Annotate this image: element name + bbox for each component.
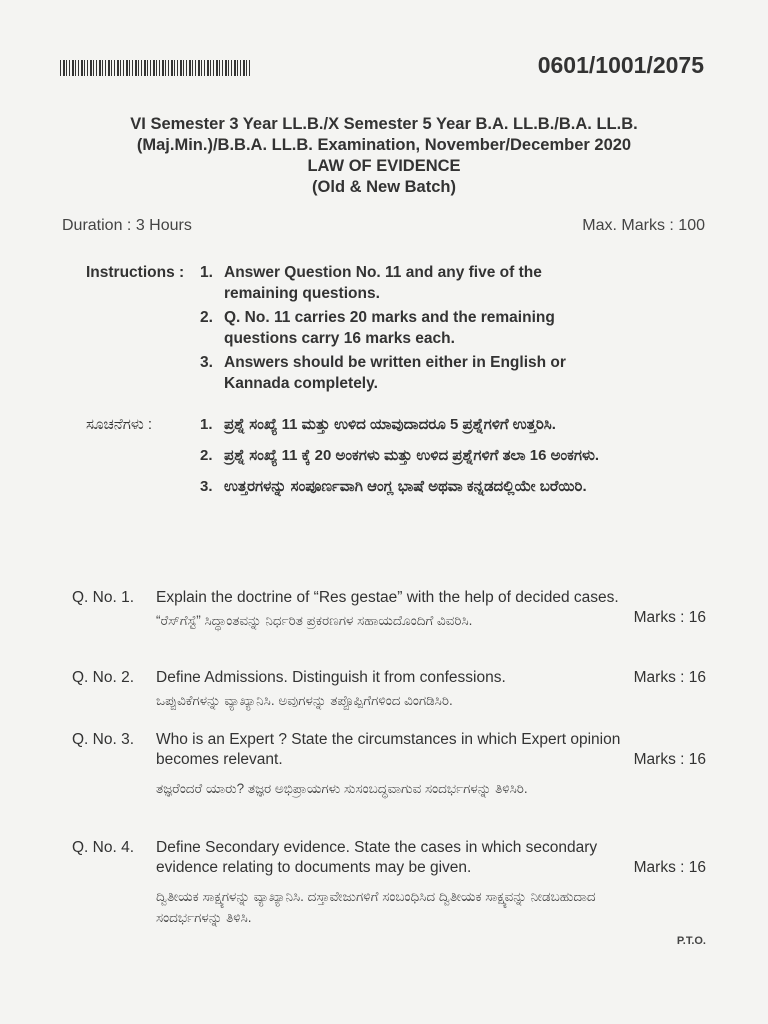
question-marks: Marks : 16 [633, 669, 706, 686]
question-text: Explain the doctrine of “Res gestae” with the help of decided cases. [156, 589, 619, 606]
question-number: Q. No. 3. [72, 731, 135, 748]
paper-code: 0601/1001/2075 [537, 52, 704, 78]
header-subject: LAW OF EVIDENCE [307, 157, 461, 175]
question-text-kannada: ದ್ವಿತೀಯಕ ಸಾಕ್ಷ್ಯಗಳನ್ನು ವ್ಯಾಖ್ಯಾನಿಸಿ. ದಸ್ತಾವೇಜುಗಳಿಗೆ ಸಂಬಂಧಿಸಿದ ದ್ವಿತೀಯಕ ಸಾಕ್ಷ್ಯವನ್ನು ನೀಡಬಹುದಾದ ಸಂದರ್ಭಗಳನ್ನು ತಿಳಿಸಿ. [156, 889, 596, 925]
question-text: Who is an Expert ? State the circumstances in which Expert opinion becomes relevant. [156, 731, 621, 768]
instruction-item: 3. Answers should be written either in English or Kannada completely. [200, 354, 566, 392]
instructions-label: Instructions : [86, 264, 185, 281]
kannada-instruction-item: 3. ಉತ್ತರಗಳನ್ನು ಸಂಪೂರ್ಣವಾಗಿ ಆಂಗ್ಲ ಭಾಷೆ ಅಥವಾ ಕನ್ನಡದಲ್ಲಿಯೇ ಬರೆಯಿರಿ. [200, 478, 587, 495]
duration: Duration : 3 Hours [62, 217, 192, 234]
question-text: Define Secondary evidence. State the cases in which secondary evidence relating to documents may be given. [156, 839, 598, 876]
kannada-instruction-item: 2. ಪ್ರಶ್ನೆ ಸಂಖ್ಯೆ 11 ಕ್ಕೆ 20 ಅಂಕಗಳು ಮತ್ತು ಉಳಿದ ಪ್ರಶ್ನೆಗಳಿಗೆ ತಲಾ 16 ಅಂಕಗಳು. [200, 447, 600, 464]
question-marks: Marks : 16 [633, 859, 706, 876]
question-marks: Marks : 16 [633, 609, 706, 626]
header-batch: (Old & New Batch) [312, 178, 456, 196]
kannada-instructions-list [200, 414, 620, 507]
question-body [156, 838, 624, 928]
exam-header [0, 114, 768, 198]
question-text-kannada: ತಜ್ಞರೆಂದರೆ ಯಾರು? ತಜ್ಞರ ಅಭಿಪ್ರಾಯಗಳು ಸುಸಂಬದ್ಧವಾಗುವ ಸಂದರ್ಭಗಳನ್ನು ತಿಳಿಸಿರಿ. [156, 781, 528, 796]
question-number: Q. No. 2. [72, 669, 135, 686]
instruction-item: 2. Q. No. 11 carries 20 marks and the remaining questions carry 16 marks each. [200, 309, 555, 347]
pto-label: P.T.O. [676, 935, 706, 947]
instructions-list [200, 262, 620, 397]
kannada-instruction-item: 1. ಪ್ರಶ್ನೆ ಸಂಖ್ಯೆ 11 ಮತ್ತು ಉಳಿದ ಯಾವುದಾದರೂ 5 ಪ್ರಶ್ನೆಗಳಿಗೆ ಉತ್ತರಿಸಿ. [200, 416, 556, 433]
question-body [156, 730, 624, 799]
header-line-2: (Maj.Min.)/B.B.A. LL.B. Examination, November/December 2020 [136, 136, 632, 154]
kannada-instructions-label: ಸೂಚನೆಗಳು : [86, 416, 153, 433]
question-text-kannada: “ರೆಸ್‌ಗೆಸ್ಟೆ” ಸಿದ್ಧಾಂತವನ್ನು ನಿರ್ಧರಿತ ಪ್ರಕರಣಗಳ ಸಹಾಯದೊಂದಿಗೆ ವಿವರಿಸಿ. [156, 613, 473, 628]
question-marks: Marks : 16 [633, 751, 706, 768]
question-text: Define Admissions. Distinguish it from confessions. [156, 669, 506, 686]
question-body [156, 668, 624, 711]
question-text-kannada: ಒಪ್ಪುವಿಕೆಗಳನ್ನು ವ್ಯಾಖ್ಯಾನಿಸಿ. ಅವುಗಳನ್ನು ತಪ್ಪೊಪ್ಪಿಗೆಗಳಿಂದ ವಿಂಗಡಿಸಿರಿ. [156, 693, 453, 708]
instruction-item: 1. Answer Question No. 11 and any five of the remaining questions. [200, 264, 542, 302]
barcode [60, 60, 252, 76]
question-body [156, 588, 624, 631]
header-line-1: VI Semester 3 Year LL.B./X Semester 5 Year B.A. LL.B./B.A. LL.B. [130, 115, 638, 133]
max-marks: Max. Marks : 100 [582, 217, 705, 234]
question-number: Q. No. 1. [72, 589, 135, 606]
question-number: Q. No. 4. [72, 839, 135, 856]
